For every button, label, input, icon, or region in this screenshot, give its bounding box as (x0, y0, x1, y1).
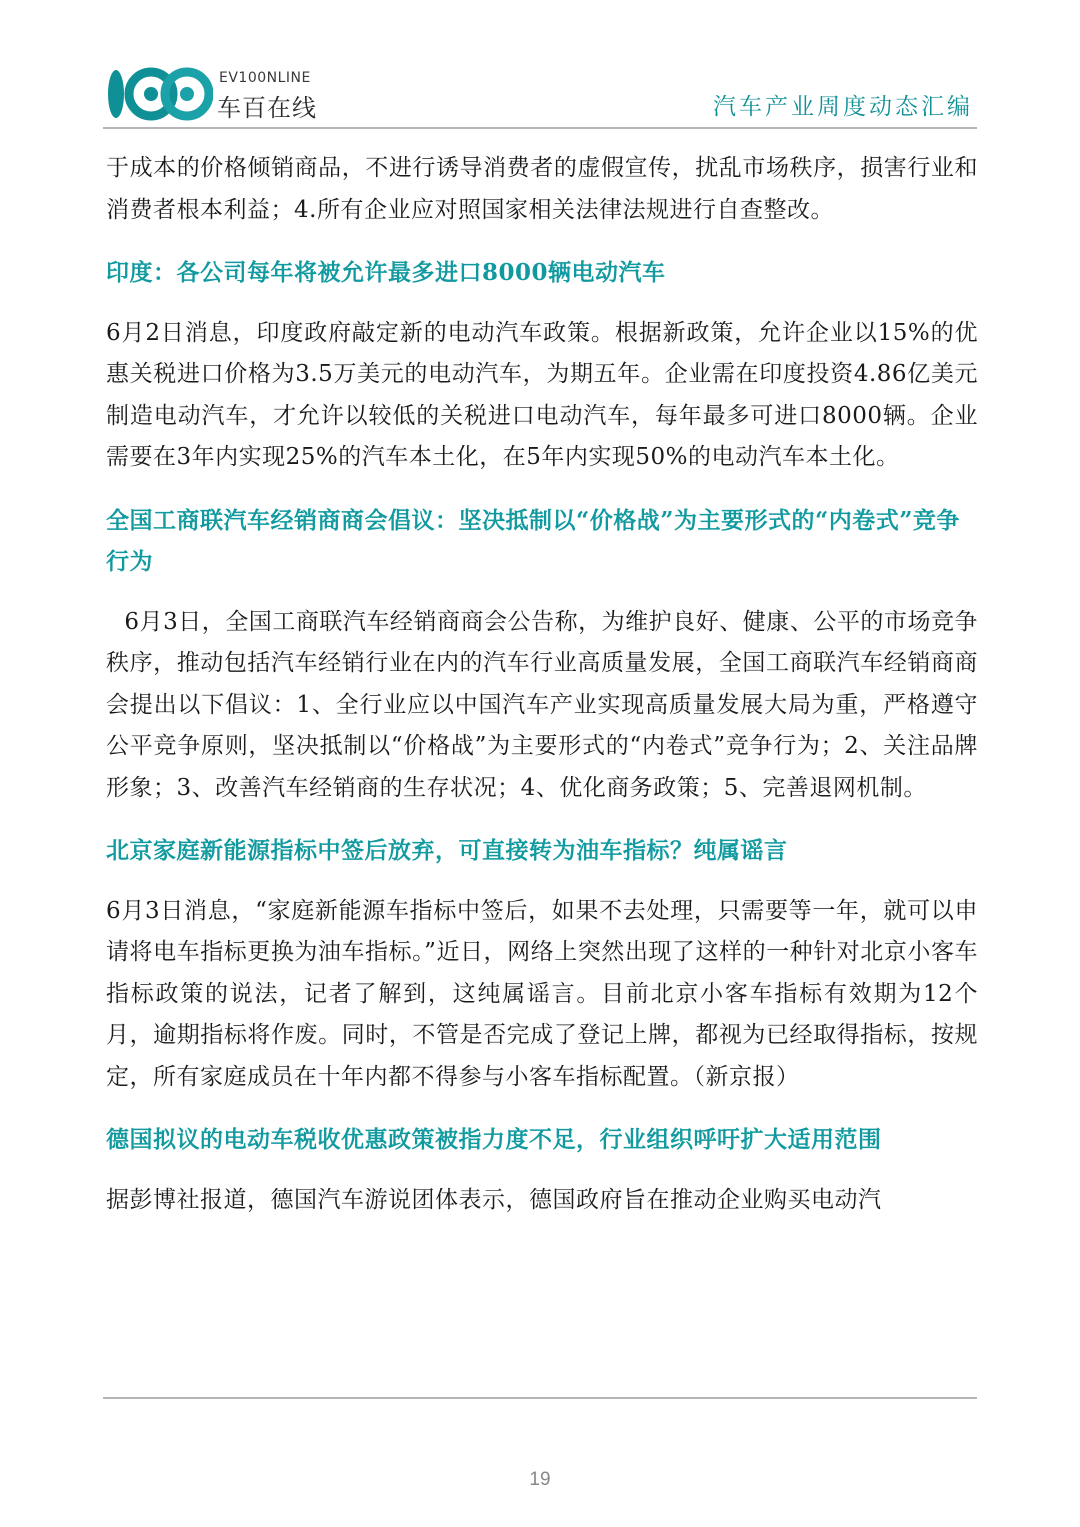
paragraph-india-ev-policy: 6月2日消息，印度政府敲定新的电动汽车政策。根据新政策，允许企业以15%的优惠关税进口价格为3.5万美元的电动汽车，为期五年。企业需在印度投资4.86亿美元制造电动汽车，才允许以较低的关税进口电动汽车，每年最多可进口8000辆。企业需要在3年内实现25%的汽车本土化，在5年内实现50%的电动汽车本土化。 (106, 319, 978, 470)
section-heading-india: 印度：各公司每年将被允许最多进口8000辆电动汽车 (106, 259, 666, 286)
footer-divider (103, 1397, 977, 1399)
header-title: 汽车产业周度动态汇编 (713, 94, 973, 120)
paragraph-dealer-initiative: 6月3日，全国工商联汽车经销商商会公告称，为维护良好、健康、公平的市场竞争秩序，推动包括汽车经销行业在内的汽车行业高质量发展，全国工商联汽车经销商商会提出以下倡议：1、全行业应以中国汽车产业实现高质量发展大局为重，严格遵守公平竞争原则，坚决抵制以“价格战”为主要形式的“内卷式”竞争行为；2、关注品牌形象；3、改善汽车经销商的生存状况；4、优化商务政策；5、完善退网机制。 (106, 608, 978, 801)
page-header (103, 58, 977, 128)
article-body (106, 148, 978, 1221)
section-heading-dealer-initiative: 全国工商联汽车经销商商会倡议：坚决抵制以“价格战”为主要形式的“内卷式”竞争行为 (106, 506, 960, 575)
paragraph-germany-tax: 据彭博社报道，德国汽车游说团体表示，德国政府旨在推动企业购买电动汽 (106, 1186, 882, 1213)
section-heading-beijing-quota: 北京家庭新能源指标中签后放弃，可直接转为油车指标？纯属谣言 (106, 837, 788, 864)
paragraph-continued: 于成本的价格倾销商品，不进行诱导消费者的虚假宣传，扰乱市场秩序，损害行业和消费者根本利益；4.所有企业应对照国家相关法律法规进行自查整改。 (106, 155, 978, 223)
paragraph-beijing-quota: 6月3日消息，“家庭新能源车指标中签后，如果不去处理，只需要等一年，就可以申请将电车指标更换为油车指标。”近日，网络上突然出现了这样的一种针对北京小客车指标政策的说法，记者了解到，这纯属谣言。目前北京小客车指标有效期为12个月，逾期指标将作废。同时，不管是否完成了登记上牌，都视为已经取得指标，按规定，所有家庭成员在十年内都不得参与小客车指标配置。（新京报） (106, 897, 978, 1090)
logo-english-text: EV100NLINE (219, 70, 311, 86)
section-heading-germany-tax: 德国拟议的电动车税收优惠政策被指力度不足，行业组织呼吁扩大适用范围 (106, 1126, 882, 1153)
page-number: 19 (529, 1469, 551, 1490)
header-divider (103, 127, 977, 129)
logo-chinese-text: 车百在线 (217, 94, 317, 122)
ev100-logo-icon (103, 66, 213, 121)
